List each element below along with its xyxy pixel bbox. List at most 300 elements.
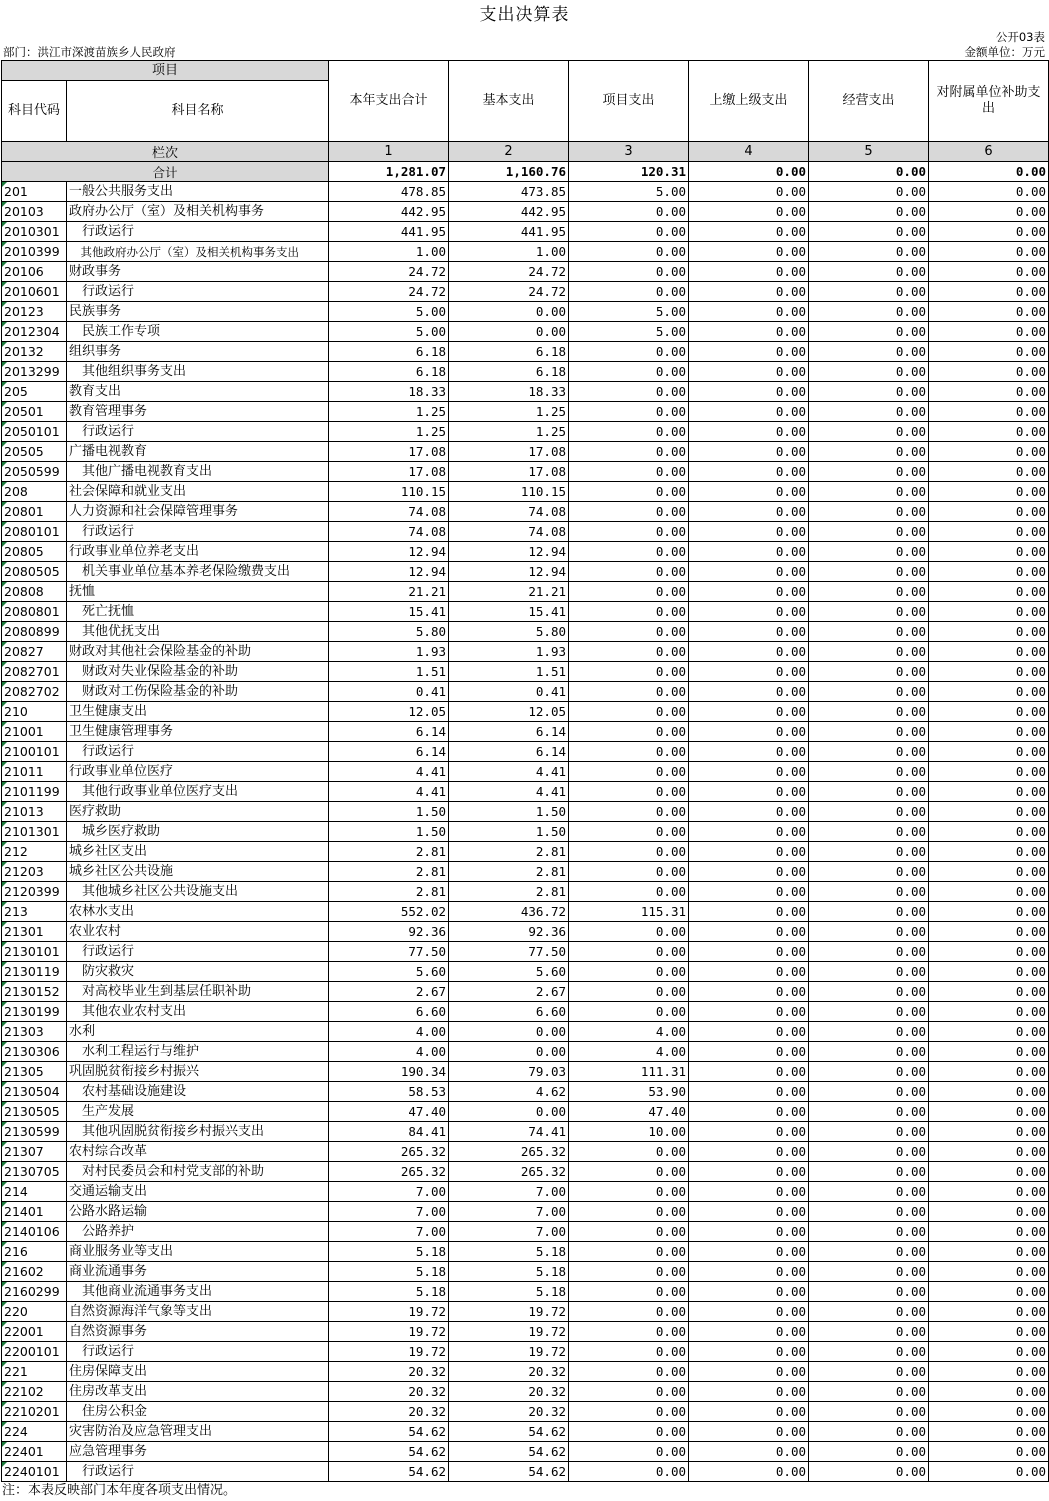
amount-cell: 0.00 <box>809 262 929 282</box>
amount-cell: 5.80 <box>329 622 449 642</box>
amount-cell: 0.00 <box>569 1242 689 1262</box>
amount-cell: 0.00 <box>809 1022 929 1042</box>
amount-cell: 0.00 <box>569 502 689 522</box>
amount-cell: 0.00 <box>809 482 929 502</box>
subject-code: 2130505 <box>2 1102 67 1122</box>
amount-cell: 5.00 <box>569 302 689 322</box>
amount-cell: 19.72 <box>329 1302 449 1322</box>
amount-cell: 0.00 <box>809 222 929 242</box>
amount-cell: 54.62 <box>449 1462 569 1482</box>
amount-cell: 20.32 <box>329 1382 449 1402</box>
subject-code: 2010399 <box>2 242 67 262</box>
table-row <box>2 1082 1049 1102</box>
table-row <box>2 202 1049 222</box>
amount-cell: 0.00 <box>929 262 1049 282</box>
subject-name: 巩固脱贫衔接乡村振兴 <box>67 1062 329 1082</box>
subject-name: 行政运行 <box>67 1462 329 1482</box>
amount-cell: 7.00 <box>329 1182 449 1202</box>
amount-cell: 24.72 <box>449 262 569 282</box>
amount-cell: 0.00 <box>689 862 809 882</box>
table-row <box>2 702 1049 722</box>
amount-cell: 0.00 <box>689 202 809 222</box>
amount-cell: 2.81 <box>449 842 569 862</box>
index-number: 3 <box>569 142 689 162</box>
amount-cell: 0.00 <box>689 882 809 902</box>
amount-cell: 0.00 <box>809 1362 929 1382</box>
name-header: 科目名称 <box>67 81 329 142</box>
amount-cell: 0.00 <box>809 942 929 962</box>
subject-code: 2080801 <box>2 602 67 622</box>
amount-cell: 265.32 <box>329 1162 449 1182</box>
subject-code: 2101199 <box>2 782 67 802</box>
table-row <box>2 1282 1049 1302</box>
amount-cell: 0.00 <box>689 1062 809 1082</box>
amount-cell: 0.00 <box>569 622 689 642</box>
amount-cell: 0.00 <box>929 942 1049 962</box>
amount-cell: 0.00 <box>929 702 1049 722</box>
table-row <box>2 1302 1049 1322</box>
amount-cell: 6.14 <box>329 722 449 742</box>
amount-cell: 4.00 <box>569 1042 689 1062</box>
amount-cell: 1.51 <box>329 662 449 682</box>
amount-cell: 21.21 <box>329 582 449 602</box>
amount-cell: 0.00 <box>689 1182 809 1202</box>
amount-cell: 0.00 <box>929 302 1049 322</box>
amount-cell: 0.00 <box>809 322 929 342</box>
amount-cell: 0.00 <box>569 642 689 662</box>
amount-cell: 0.00 <box>569 562 689 582</box>
subject-name: 卫生健康支出 <box>67 702 329 722</box>
subject-code: 216 <box>2 1242 67 1262</box>
subject-name: 社会保障和就业支出 <box>67 482 329 502</box>
amount-cell: 20.32 <box>449 1402 569 1422</box>
amount-cell: 0.00 <box>929 762 1049 782</box>
amount-cell: 0.00 <box>809 1322 929 1342</box>
subject-name: 行政运行 <box>67 1342 329 1362</box>
amount-cell: 0.00 <box>809 1002 929 1022</box>
amount-cell: 0.00 <box>929 382 1049 402</box>
amount-cell: 0.00 <box>569 1322 689 1342</box>
subject-name: 水利工程运行与维护 <box>67 1042 329 1062</box>
table-row <box>2 842 1049 862</box>
amount-cell: 0.00 <box>929 602 1049 622</box>
amount-cell: 2.67 <box>329 982 449 1002</box>
amount-cell: 2.81 <box>329 882 449 902</box>
amount-cell: 1.25 <box>329 422 449 442</box>
amount-cell: 0.00 <box>809 402 929 422</box>
subject-code: 2130705 <box>2 1162 67 1182</box>
subject-code: 2101301 <box>2 822 67 842</box>
amount-cell: 24.72 <box>329 262 449 282</box>
subject-code: 2130599 <box>2 1122 67 1142</box>
amount-cell: 6.14 <box>329 742 449 762</box>
table-row <box>2 982 1049 1002</box>
table-row <box>2 962 1049 982</box>
amount-cell: 0.00 <box>929 1162 1049 1182</box>
subject-name: 一般公共服务支出 <box>67 182 329 202</box>
amount-cell: 0.00 <box>569 282 689 302</box>
amount-cell: 5.00 <box>329 302 449 322</box>
amount-cell: 0.00 <box>689 482 809 502</box>
amount-cell: 1.51 <box>449 662 569 682</box>
amount-cell: 0.00 <box>569 462 689 482</box>
amount-cell: 5.00 <box>329 322 449 342</box>
subject-code: 20103 <box>2 202 67 222</box>
amount-cell: 0.00 <box>689 942 809 962</box>
amount-cell: 0.00 <box>569 1402 689 1422</box>
amount-cell: 0.00 <box>809 542 929 562</box>
table-row <box>2 662 1049 682</box>
amount-cell: 0.00 <box>929 1202 1049 1222</box>
amount-cell: 0.00 <box>689 962 809 982</box>
amount-cell: 0.00 <box>809 842 929 862</box>
amount-cell: 0.00 <box>689 182 809 202</box>
amount-cell: 19.72 <box>329 1342 449 1362</box>
amount-cell: 0.00 <box>569 522 689 542</box>
subject-name: 生产发展 <box>67 1102 329 1122</box>
subject-code: 2082701 <box>2 662 67 682</box>
subject-name: 其他政府办公厅（室）及相关机构事务支出 <box>67 242 329 262</box>
subject-code: 2160299 <box>2 1282 67 1302</box>
amount-cell: 0.00 <box>929 722 1049 742</box>
amount-cell: 0.00 <box>929 362 1049 382</box>
amount-cell: 21.21 <box>449 582 569 602</box>
amount-cell: 0.00 <box>569 1422 689 1442</box>
table-row <box>2 1402 1049 1422</box>
amount-cell: 0.00 <box>569 842 689 862</box>
amount-cell: 0.00 <box>689 1022 809 1042</box>
subject-code: 201 <box>2 182 67 202</box>
subject-name: 自然资源海洋气象等支出 <box>67 1302 329 1322</box>
table-row <box>2 1222 1049 1242</box>
amount-cell: 0.00 <box>809 302 929 322</box>
subject-name: 政府办公厅（室）及相关机构事务 <box>67 202 329 222</box>
amount-cell: 5.60 <box>329 962 449 982</box>
amount-cell: 0.00 <box>809 802 929 822</box>
subject-name: 城乡社区公共设施 <box>67 862 329 882</box>
subject-code: 220 <box>2 1302 67 1322</box>
amount-cell: 0.00 <box>809 702 929 722</box>
subject-code: 20808 <box>2 582 67 602</box>
amount-cell: 0.00 <box>689 422 809 442</box>
table-row <box>2 742 1049 762</box>
amount-cell: 0.00 <box>929 482 1049 502</box>
amount-cell: 0.00 <box>929 1042 1049 1062</box>
subject-name: 灾害防治及应急管理支出 <box>67 1422 329 1442</box>
amount-cell: 0.00 <box>689 582 809 602</box>
table-row <box>2 1022 1049 1042</box>
amount-cell: 0.00 <box>689 1282 809 1302</box>
amount-cell: 0.00 <box>929 1222 1049 1242</box>
amount-cell: 53.90 <box>569 1082 689 1102</box>
table-row <box>2 1342 1049 1362</box>
amount-cell: 0.00 <box>569 1222 689 1242</box>
amount-cell: 0.00 <box>929 642 1049 662</box>
subject-code: 2210201 <box>2 1402 67 1422</box>
amount-cell: 0.00 <box>689 1102 809 1122</box>
amount-cell: 0.00 <box>689 402 809 422</box>
subject-name: 机关事业单位基本养老保险缴费支出 <box>67 562 329 582</box>
amount-cell: 552.02 <box>329 902 449 922</box>
amount-cell: 265.32 <box>449 1142 569 1162</box>
amount-cell: 0.00 <box>689 1122 809 1142</box>
table-row <box>2 1442 1049 1462</box>
subject-code: 208 <box>2 482 67 502</box>
table-row <box>2 722 1049 742</box>
subject-code: 2082702 <box>2 682 67 702</box>
amount-cell: 0.00 <box>809 1302 929 1322</box>
subject-name: 住房保障支出 <box>67 1362 329 1382</box>
amount-cell: 0.00 <box>809 282 929 302</box>
amount-cell: 0.00 <box>929 1462 1049 1482</box>
subject-code: 21307 <box>2 1142 67 1162</box>
table-row <box>2 1362 1049 1382</box>
amount-cell: 20.32 <box>329 1402 449 1422</box>
amount-cell: 12.94 <box>449 542 569 562</box>
col-header-basic: 基本支出 <box>449 61 569 142</box>
amount-cell: 0.00 <box>929 242 1049 262</box>
subject-name: 自然资源事务 <box>67 1322 329 1342</box>
amount-cell: 0.00 <box>809 242 929 262</box>
amount-cell: 0.00 <box>689 1002 809 1022</box>
amount-cell: 0.00 <box>929 322 1049 342</box>
table-row <box>2 562 1049 582</box>
subject-code: 2130152 <box>2 982 67 1002</box>
subject-name: 公路养护 <box>67 1222 329 1242</box>
amount-cell: 0.00 <box>809 522 929 542</box>
form-number: 公开03表 <box>995 30 1045 44</box>
amount-cell: 0.00 <box>689 542 809 562</box>
amount-cell: 0.00 <box>929 1022 1049 1042</box>
amount-cell: 1.50 <box>449 802 569 822</box>
table-row <box>2 402 1049 422</box>
amount-cell: 0.00 <box>689 822 809 842</box>
total-value: 0.00 <box>809 162 929 182</box>
amount-cell: 0.00 <box>809 782 929 802</box>
amount-cell: 0.00 <box>689 722 809 742</box>
amount-cell: 5.00 <box>569 322 689 342</box>
amount-cell: 265.32 <box>329 1142 449 1162</box>
amount-cell: 0.00 <box>929 622 1049 642</box>
table-row <box>2 422 1049 442</box>
amount-cell: 15.41 <box>329 602 449 622</box>
subject-code: 2120399 <box>2 882 67 902</box>
amount-cell: 0.00 <box>809 182 929 202</box>
subject-name: 农林水支出 <box>67 902 329 922</box>
item-header: 项目 <box>2 61 329 81</box>
amount-cell: 0.00 <box>809 722 929 742</box>
amount-cell: 0.00 <box>809 742 929 762</box>
subject-code: 21305 <box>2 1062 67 1082</box>
amount-cell: 0.00 <box>689 1242 809 1262</box>
subject-name: 其他行政事业单位医疗支出 <box>67 782 329 802</box>
subject-name: 住房改革支出 <box>67 1382 329 1402</box>
amount-cell: 436.72 <box>449 902 569 922</box>
amount-cell: 0.00 <box>689 762 809 782</box>
amount-cell: 47.40 <box>329 1102 449 1122</box>
amount-cell: 4.41 <box>329 782 449 802</box>
subject-name: 教育支出 <box>67 382 329 402</box>
amount-cell: 0.00 <box>689 602 809 622</box>
amount-cell: 0.00 <box>689 842 809 862</box>
amount-cell: 0.00 <box>929 462 1049 482</box>
amount-cell: 0.00 <box>809 1182 929 1202</box>
subject-name: 防灾救灾 <box>67 962 329 982</box>
subject-name: 其他组织事务支出 <box>67 362 329 382</box>
amount-cell: 17.08 <box>329 442 449 462</box>
subject-code: 22401 <box>2 1442 67 1462</box>
amount-cell: 1.93 <box>329 642 449 662</box>
amount-cell: 0.00 <box>929 1442 1049 1462</box>
amount-cell: 0.00 <box>929 902 1049 922</box>
subject-code: 2130306 <box>2 1042 67 1062</box>
amount-cell: 0.00 <box>929 1142 1049 1162</box>
amount-cell: 5.80 <box>449 622 569 642</box>
amount-cell: 2.81 <box>449 882 569 902</box>
amount-cell: 0.00 <box>929 182 1049 202</box>
amount-cell: 0.00 <box>569 922 689 942</box>
amount-cell: 0.00 <box>809 1062 929 1082</box>
amount-cell: 0.00 <box>689 1082 809 1102</box>
amount-cell: 0.00 <box>809 862 929 882</box>
amount-cell: 0.00 <box>929 282 1049 302</box>
table-row <box>2 1322 1049 1342</box>
amount-cell: 0.00 <box>929 1002 1049 1022</box>
amount-cell: 0.00 <box>569 1302 689 1322</box>
amount-cell: 0.00 <box>569 1342 689 1362</box>
subject-name: 城乡医疗救助 <box>67 822 329 842</box>
subject-code: 21301 <box>2 922 67 942</box>
subject-name: 财政事务 <box>67 262 329 282</box>
subject-name: 医疗救助 <box>67 802 329 822</box>
amount-cell: 0.00 <box>809 1042 929 1062</box>
amount-cell: 5.60 <box>449 962 569 982</box>
amount-cell: 0.00 <box>689 1262 809 1282</box>
amount-cell: 0.00 <box>809 662 929 682</box>
table-row <box>2 1002 1049 1022</box>
amount-cell: 18.33 <box>329 382 449 402</box>
amount-cell: 5.00 <box>569 182 689 202</box>
amount-cell: 0.00 <box>689 782 809 802</box>
amount-cell: 0.00 <box>809 902 929 922</box>
amount-cell: 0.00 <box>929 1062 1049 1082</box>
subject-name: 对高校毕业生到基层任职补助 <box>67 982 329 1002</box>
amount-cell: 0.00 <box>569 682 689 702</box>
amount-cell: 0.00 <box>929 1402 1049 1422</box>
table-row <box>2 502 1049 522</box>
subject-name: 行政运行 <box>67 222 329 242</box>
amount-cell: 0.00 <box>569 1442 689 1462</box>
amount-cell: 0.00 <box>569 1282 689 1302</box>
table-row <box>2 1042 1049 1062</box>
amount-cell: 0.00 <box>929 1282 1049 1302</box>
subject-code: 21203 <box>2 862 67 882</box>
amount-cell: 0.41 <box>329 682 449 702</box>
amount-cell: 0.00 <box>809 562 929 582</box>
amount-cell: 0.00 <box>569 402 689 422</box>
table-row <box>2 942 1049 962</box>
subject-code: 2012304 <box>2 322 67 342</box>
amount-cell: 74.08 <box>449 502 569 522</box>
subject-name: 对村民委员会和村党支部的补助 <box>67 1162 329 1182</box>
amount-cell: 7.00 <box>329 1202 449 1222</box>
table-row <box>2 462 1049 482</box>
amount-cell: 1.25 <box>329 402 449 422</box>
subject-code: 22001 <box>2 1322 67 1342</box>
subject-name: 行政运行 <box>67 282 329 302</box>
table-row <box>2 302 1049 322</box>
amount-cell: 0.00 <box>929 1102 1049 1122</box>
subject-name: 其他优抚支出 <box>67 622 329 642</box>
amount-cell: 0.00 <box>809 1202 929 1222</box>
amount-cell: 0.00 <box>929 342 1049 362</box>
amount-cell: 0.00 <box>929 922 1049 942</box>
amount-cell: 0.00 <box>929 1382 1049 1402</box>
amount-cell: 0.00 <box>569 722 689 742</box>
subject-code: 20123 <box>2 302 67 322</box>
table-row <box>2 482 1049 502</box>
amount-cell: 0.00 <box>689 1162 809 1182</box>
amount-cell: 4.41 <box>449 762 569 782</box>
amount-cell: 0.00 <box>809 1082 929 1102</box>
subject-code: 21001 <box>2 722 67 742</box>
amount-cell: 0.00 <box>569 662 689 682</box>
subject-code: 2080101 <box>2 522 67 542</box>
amount-cell: 18.33 <box>449 382 569 402</box>
amount-cell: 0.00 <box>809 442 929 462</box>
subject-name: 行政运行 <box>67 942 329 962</box>
amount-cell: 0.00 <box>569 1002 689 1022</box>
subject-code: 20106 <box>2 262 67 282</box>
amount-cell: 0.00 <box>689 1442 809 1462</box>
subject-name: 其他城乡社区公共设施支出 <box>67 882 329 902</box>
amount-cell: 74.08 <box>329 522 449 542</box>
subject-code: 2130199 <box>2 1002 67 1022</box>
amount-cell: 111.31 <box>569 1062 689 1082</box>
amount-cell: 17.08 <box>329 462 449 482</box>
amount-cell: 0.00 <box>569 262 689 282</box>
total-value: 120.31 <box>569 162 689 182</box>
amount-cell: 0.00 <box>689 642 809 662</box>
subject-code: 20132 <box>2 342 67 362</box>
amount-cell: 0.00 <box>569 542 689 562</box>
amount-cell: 79.03 <box>449 1062 569 1082</box>
amount-cell: 0.00 <box>809 1222 929 1242</box>
subject-name: 其他广播电视教育支出 <box>67 462 329 482</box>
amount-cell: 0.00 <box>569 1262 689 1282</box>
subject-code: 205 <box>2 382 67 402</box>
table-row <box>2 342 1049 362</box>
amount-cell: 1.25 <box>449 402 569 422</box>
code-header: 科目代码 <box>2 81 67 142</box>
amount-cell: 0.00 <box>689 1422 809 1442</box>
table-row <box>2 822 1049 842</box>
table-row <box>2 1382 1049 1402</box>
amount-cell: 0.00 <box>929 1082 1049 1102</box>
amount-cell: 0.00 <box>569 862 689 882</box>
amount-cell: 10.00 <box>569 1122 689 1142</box>
department-label: 部门：洪江市深渡苗族乡人民政府 <box>3 45 176 59</box>
amount-cell: 5.18 <box>449 1262 569 1282</box>
amount-cell: 6.60 <box>329 1002 449 1022</box>
amount-cell: 0.00 <box>689 222 809 242</box>
amount-cell: 0.00 <box>569 422 689 442</box>
amount-cell: 0.00 <box>569 962 689 982</box>
amount-cell: 0.00 <box>689 442 809 462</box>
amount-cell: 0.00 <box>689 1362 809 1382</box>
col-header-operating: 经营支出 <box>809 61 929 142</box>
amount-cell: 7.00 <box>329 1222 449 1242</box>
